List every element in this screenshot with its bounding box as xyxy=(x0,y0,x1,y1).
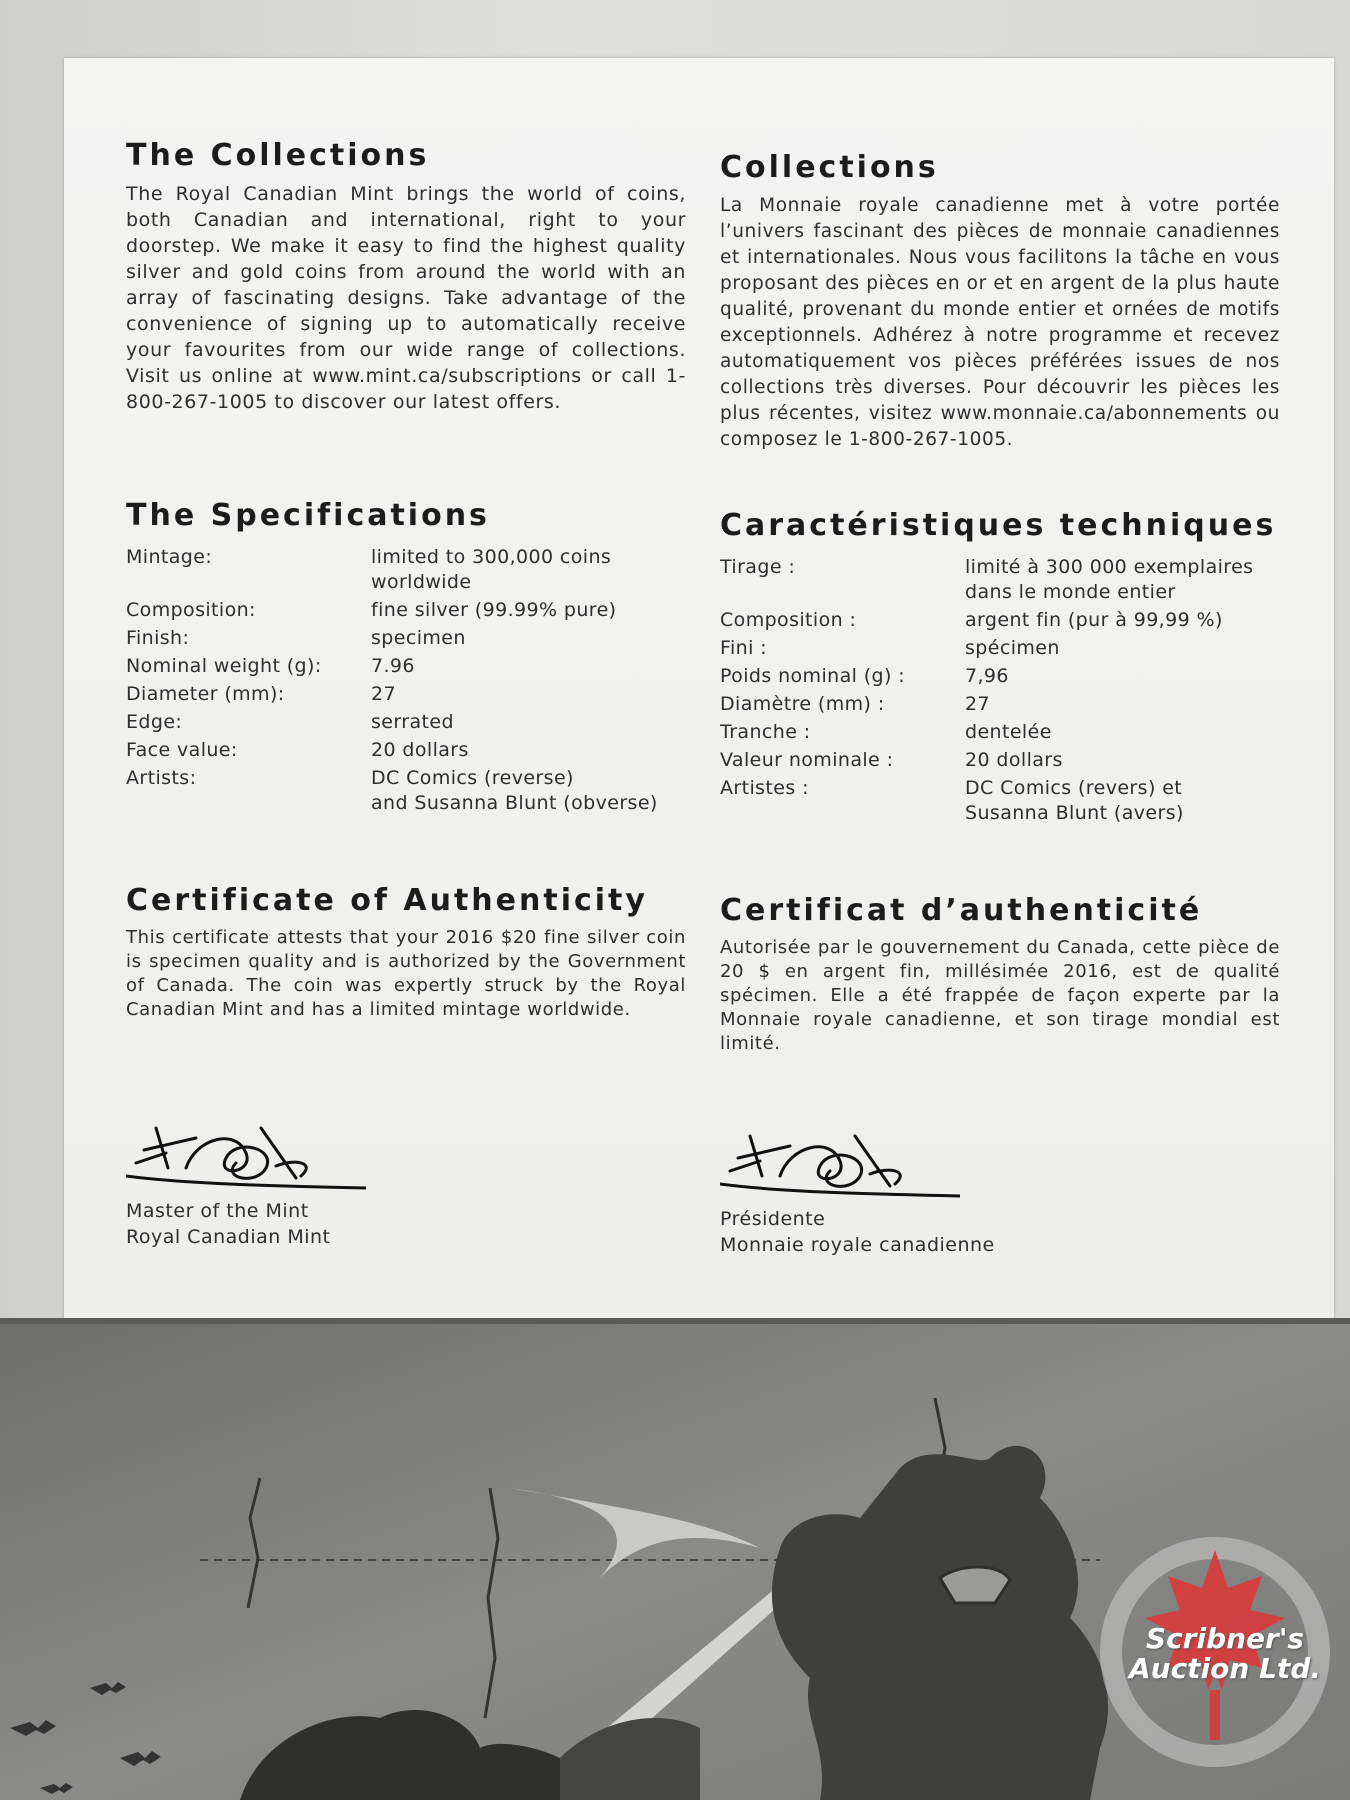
spec-label: Mintage: xyxy=(126,546,213,568)
specs-fr xyxy=(720,508,1280,829)
spec-label: Diameter (mm): xyxy=(126,683,285,705)
signer-org-fr: Monnaie royale canadienne xyxy=(720,1234,995,1256)
cert-title-fr: Certificat d’authenticité xyxy=(720,893,1203,928)
cert-title-en: Certificate of Authenticity xyxy=(126,883,648,918)
spec-value: 20 dollars xyxy=(371,739,469,761)
specs-title-en: The Specifications xyxy=(126,498,490,533)
spec-row xyxy=(126,598,686,623)
spec-value: limité à 300 000 exemplaires dans le monde entier xyxy=(965,556,1254,603)
spec-value: specimen xyxy=(371,627,466,649)
spec-label: Fini : xyxy=(720,637,767,659)
spec-value: argent fin (pur à 99,99 %) xyxy=(965,609,1223,631)
spec-row xyxy=(720,776,1280,826)
collections-en xyxy=(126,138,686,415)
watermark-line-2: Auction Ltd. xyxy=(1128,1652,1321,1685)
spec-row xyxy=(720,720,1280,745)
signer-org-en: Royal Canadian Mint xyxy=(126,1226,331,1248)
spec-row xyxy=(126,545,686,595)
comic-illustration xyxy=(0,1318,1350,1800)
spec-label: Valeur nominale : xyxy=(720,749,894,771)
cert-body-en: This certificate attests that your 2016 $20 fine silver coin is specimen quality and is authorized by the Government of Canada. The coin was expertly struck by the Royal Canadian Mint and has a limited mintage worldwide. xyxy=(126,927,686,1020)
spec-row xyxy=(126,738,686,763)
signer-title-fr: Présidente xyxy=(720,1208,826,1230)
spec-row xyxy=(720,692,1280,717)
spec-value: dentelée xyxy=(965,721,1052,743)
spec-label: Face value: xyxy=(126,739,238,761)
spec-label: Poids nominal (g) : xyxy=(720,665,906,687)
spec-row xyxy=(126,654,686,679)
spec-value: 27 xyxy=(965,693,990,715)
certificate-page xyxy=(64,58,1334,1323)
spec-value: DC Comics (revers) et Susanna Blunt (avers) xyxy=(965,777,1184,824)
signature-en xyxy=(126,1108,366,1198)
spec-label: Finish: xyxy=(126,627,190,649)
collections-title-fr: Collections xyxy=(720,150,939,185)
specs-title-fr: Caractéristiques techniques xyxy=(720,508,1277,543)
spec-value: fine silver (99.99% pure) xyxy=(371,599,617,621)
spec-row xyxy=(126,710,686,735)
spec-value: 7.96 xyxy=(371,655,415,677)
spec-value: limited to 300,000 coins worldwide xyxy=(371,546,612,593)
certificate-fr xyxy=(720,893,1280,1056)
spec-row xyxy=(720,608,1280,633)
spec-value: 20 dollars xyxy=(965,749,1063,771)
spec-label: Composition: xyxy=(126,599,256,621)
watermark-line-1: Scribner's xyxy=(1145,1622,1305,1655)
spec-row xyxy=(720,636,1280,661)
signer-title-en: Master of the Mint xyxy=(126,1200,309,1222)
spec-value: 7,96 xyxy=(965,665,1009,687)
spec-label: Artistes : xyxy=(720,777,809,799)
spec-label: Tranche : xyxy=(720,721,811,743)
spec-row xyxy=(126,766,686,816)
spec-row xyxy=(720,555,1280,605)
specs-table-fr xyxy=(720,555,1280,826)
signature-block-en xyxy=(126,1108,686,1250)
cert-body-fr: Autorisée par le gouvernement du Canada, cette pièce de 20 $ en argent fin, millésimée 2016, est de qualité spécimen. Elle a été frappée de façon experte par la Monnaie royale canadienne, et son tirage mondial est limité. xyxy=(720,937,1280,1054)
spec-value: spécimen xyxy=(965,637,1060,659)
spec-label: Tirage : xyxy=(720,556,796,578)
spec-label: Diamètre (mm) : xyxy=(720,693,885,715)
spec-label: Nominal weight (g): xyxy=(126,655,322,677)
collections-body-en: The Royal Canadian Mint brings the world of coins, both Canadian and international, right to your doorstep. We make it easy to find the highest quality silver and gold coins from around the world with an array of fascinating designs. Take advantage of the convenience of signing up to automatically receive your favourites from our wide range of collections. Visit us online at www.mint.ca/subscriptions or call 1-800-267-1005 to discover our latest offers. xyxy=(126,183,686,413)
spec-value: DC Comics (reverse) and Susanna Blunt (obverse) xyxy=(371,767,658,814)
collections-body-fr: La Monnaie royale canadienne met à votre portée l’univers fascinant des pièces de monnaie canadiennes et internationales. Nous vous facilitons la tâche en vous proposant des pièces en or et en argent de la plus haute qualité, provenant du monde entier et ornées de motifs exceptionnels. Adhérez à notre programme et recevez automatiquement vos pièces préférées issues de nos collections très diverses. Pour découvrir les pièces les plus récentes, visitez www.monnaie.ca/abonnements ou composez le 1-800-267-1005. xyxy=(720,195,1280,450)
spec-value: 27 xyxy=(371,683,396,705)
spec-value: serrated xyxy=(371,711,454,733)
spec-row xyxy=(720,748,1280,773)
watermark-text xyxy=(1120,1624,1330,1684)
signature-block-fr xyxy=(720,1116,1280,1258)
specs-table-en xyxy=(126,545,686,816)
spec-label: Composition : xyxy=(720,609,857,631)
spec-label: Artists: xyxy=(126,767,197,789)
certificate-en xyxy=(126,883,686,1022)
spec-label: Edge: xyxy=(126,711,183,733)
collections-fr xyxy=(720,150,1280,453)
signature-fr xyxy=(720,1116,960,1206)
specs-en xyxy=(126,498,686,819)
spec-row xyxy=(126,682,686,707)
folder-artwork xyxy=(0,1318,1350,1800)
collections-title-en: The Collections xyxy=(126,138,430,173)
spec-row xyxy=(126,626,686,651)
spec-row xyxy=(720,664,1280,689)
